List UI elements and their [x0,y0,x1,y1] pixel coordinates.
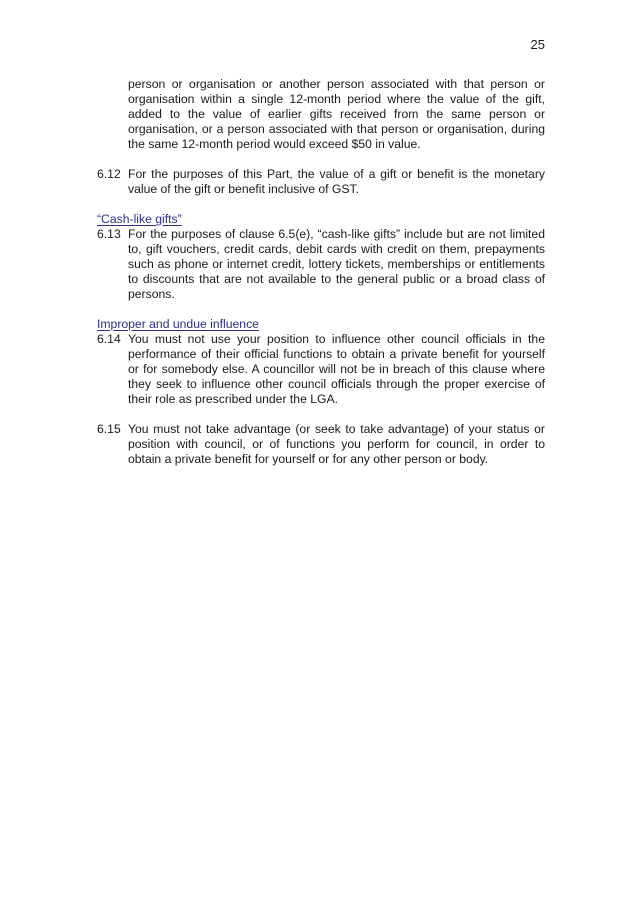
clause-number: 6.12 [97,167,121,181]
clause-number: 6.14 [97,332,121,346]
paragraph-spacer [97,197,545,212]
clause-text: You must not use your position to influence other council officials in the performance of their official functions to obtain a private benefit for yourself or for somebody else. A councillor will not be in breach of this clause where they seek to influence other council officials through the proper exercise of their role as prescribed under the LGA. [128,332,545,406]
continuation-paragraph: person or organisation or another person associated with that person or organisation within a single 12-month period where the value of the gift, added to the value of earlier gifts received from the same person or organisation, or a person associated with that person or organisation, during the same 12-month period would exceed $50 in value. [128,77,545,151]
clause-6-15 [97,422,545,467]
paragraph-spacer [97,152,545,167]
section-heading-improper-influence: Improper and undue influence [97,317,259,331]
clause-text: For the purposes of this Part, the value of a gift or benefit is the monetary value of the gift or benefit inclusive of GST. [128,167,545,196]
clause-text: For the purposes of clause 6.5(e), “cash-like gifts” include but are not limited to, gift vouchers, credit cards, debit cards with credit on them, prepayments such as phone or internet credit, lottery tickets, memberships or entitlements to discounts that are not available to the general public or a broad class of persons. [128,227,545,301]
paragraph-spacer [97,407,545,422]
clause-6-13 [97,227,545,302]
paragraph-spacer [97,302,545,317]
clause-6-14 [97,332,545,407]
clause-number: 6.15 [97,422,121,436]
section-heading-cash-like-gifts: “Cash-like gifts” [97,212,182,226]
page-content [97,77,545,467]
clause-text: You must not take advantage (or seek to take advantage) of your status or position with council, or of functions you perform for council, in order to obtain a private benefit for yourself or for any other person or body. [128,422,545,466]
page-number: 25 [530,37,545,52]
clause-6-12 [97,167,545,197]
clause-number: 6.13 [97,227,121,241]
